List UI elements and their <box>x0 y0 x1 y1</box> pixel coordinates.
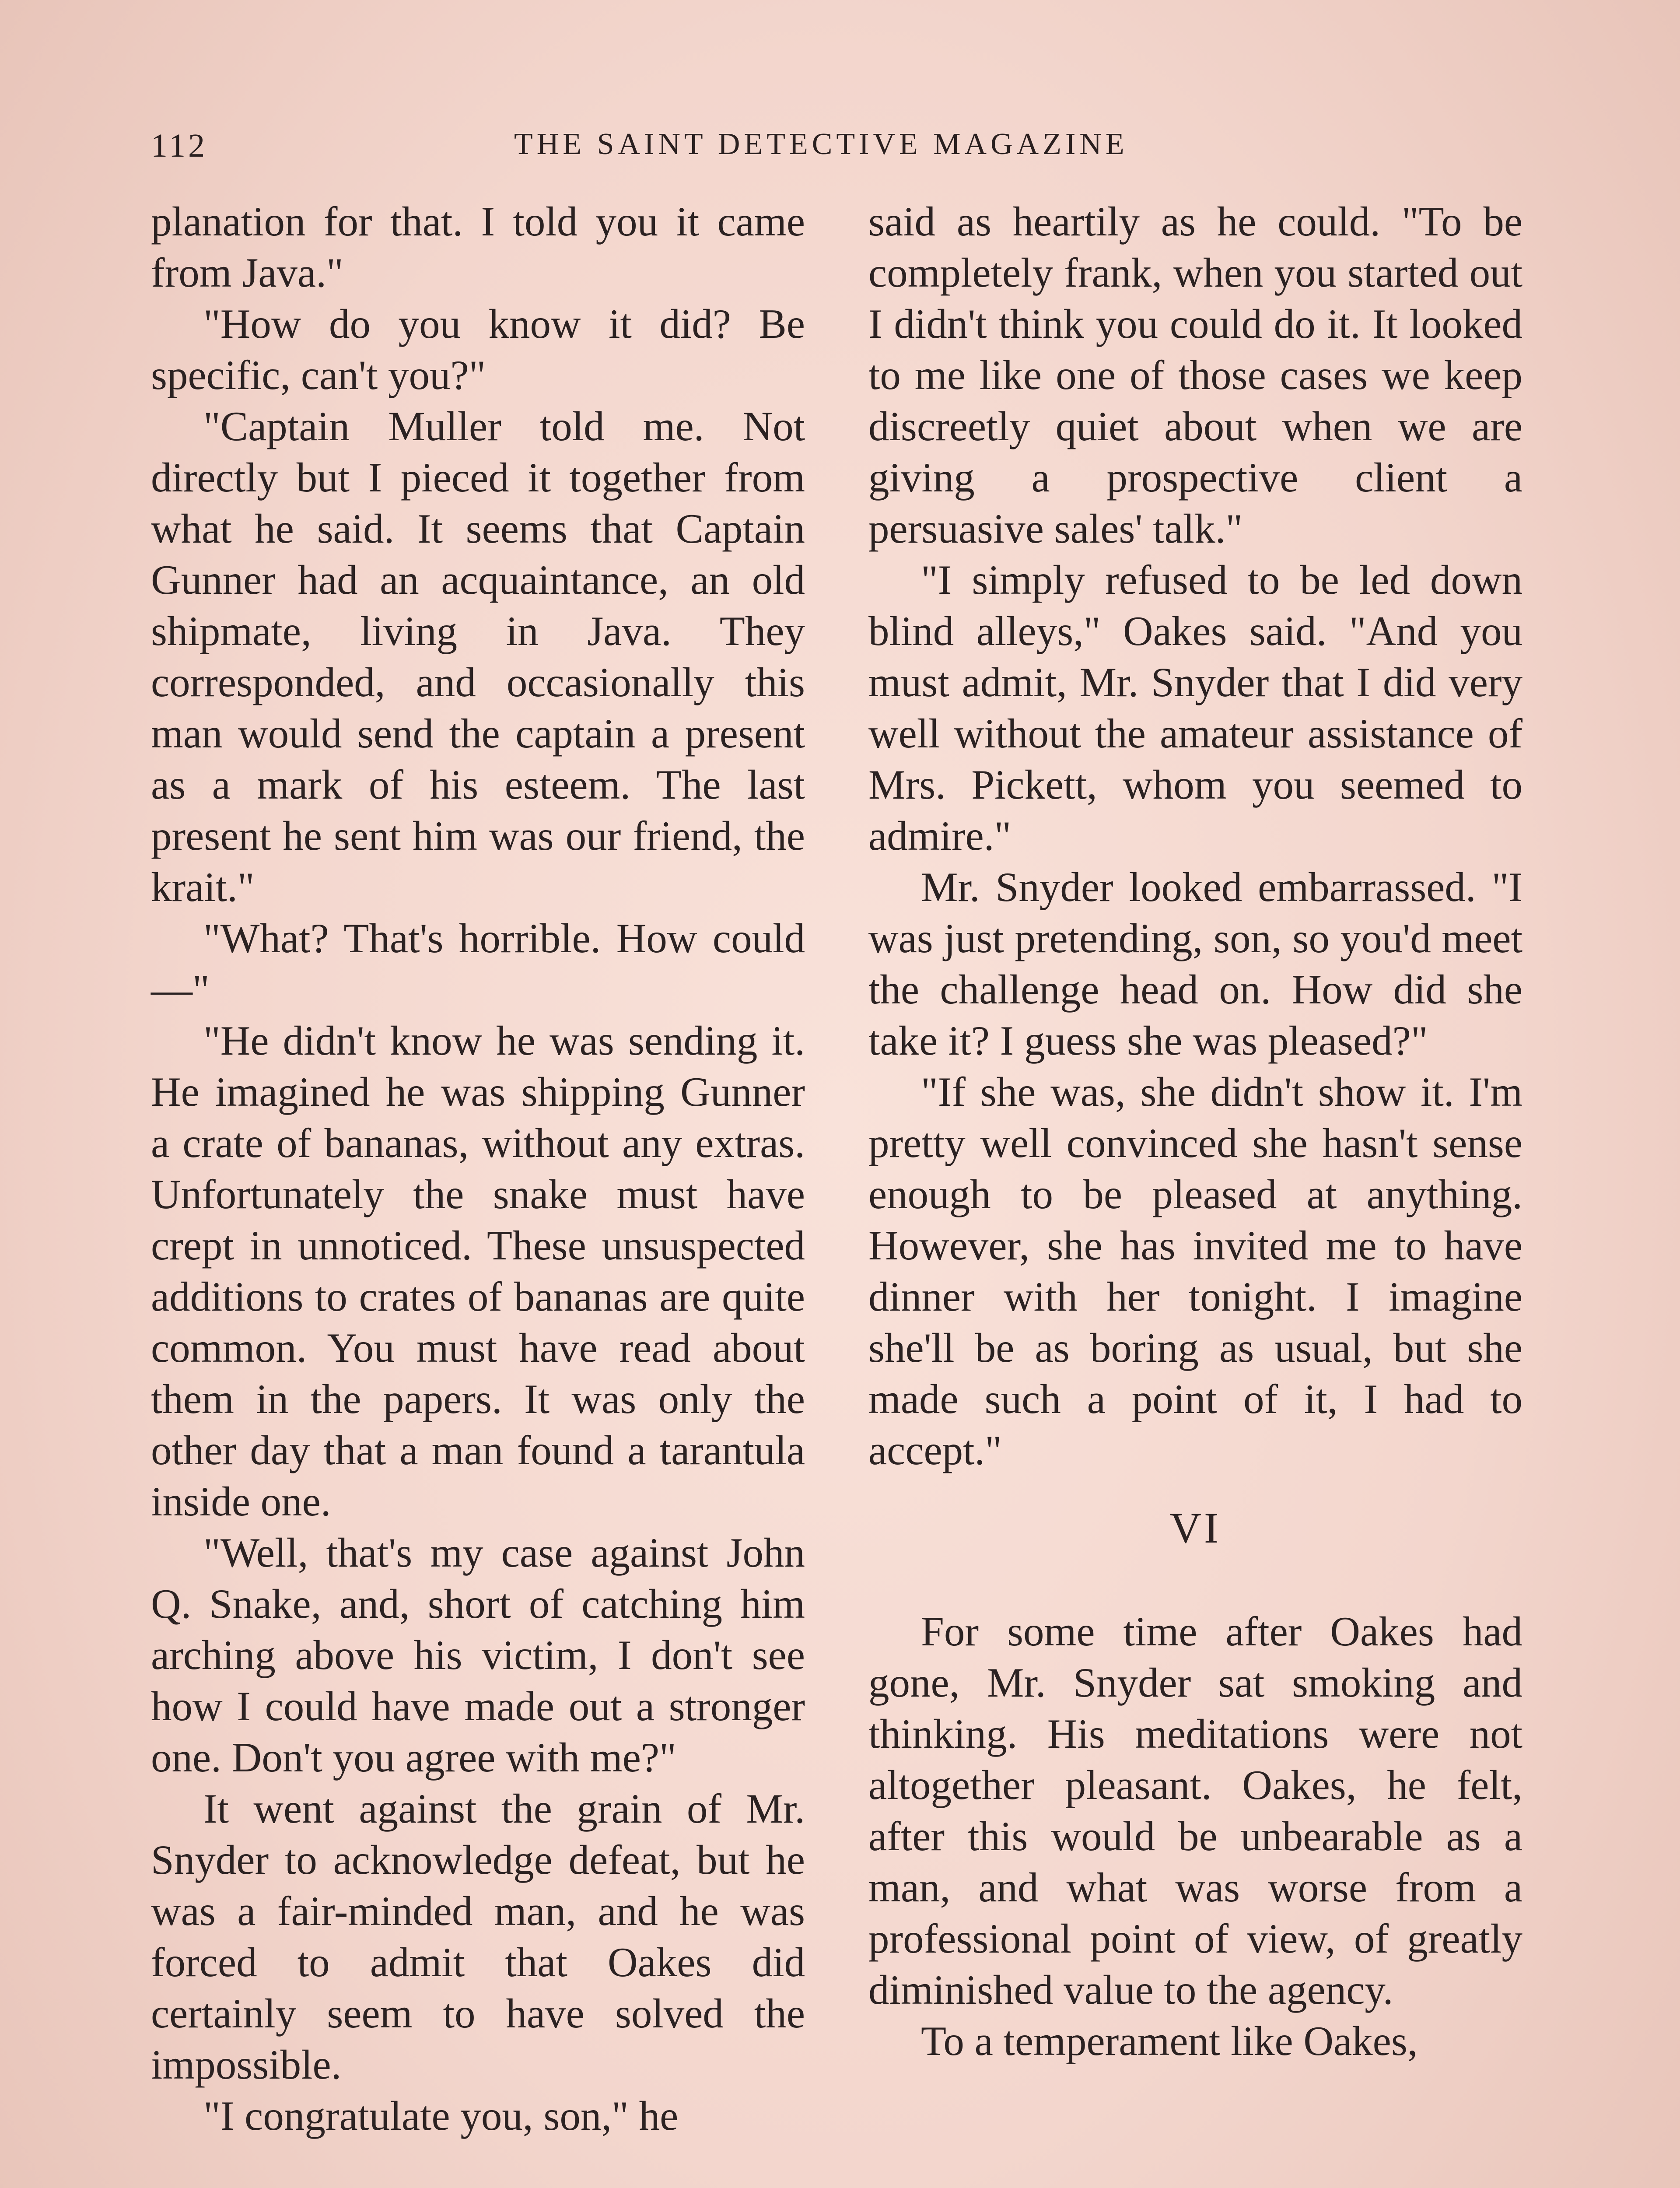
paragraph: planation for that. I told you it came from Java." <box>151 198 805 296</box>
running-title: THE SAINT DETECTIVE MAGAZINE <box>514 127 1128 161</box>
right-column <box>868 196 1522 2067</box>
section-heading: VI <box>1169 1504 1222 1552</box>
paragraph: "How do you know it did? Be specific, can't you?" <box>151 301 805 398</box>
page-header <box>151 127 1529 179</box>
paragraph: said as heartily as he could. "To be completely frank, when you started out I didn't think you could do it. It looked to me like one of those cases we keep discreetly quiet about when we are giving a prospective client a persuasive sales' talk." <box>868 198 1522 552</box>
paragraph: Mr. Snyder looked embarrassed. "I was just pretending, son, so you'd meet the challenge head on. How did she take it? I guess she was pleased?" <box>868 864 1522 1064</box>
paragraph: To a temperament like Oakes, <box>921 2018 1418 2064</box>
paragraph: It went against the grain of Mr. Snyder to acknowledge defeat, but he was a fair-minded man, and he was forced to admit that Oakes did certainly seem to have solved the impossible. <box>151 1785 805 2088</box>
paragraph: "I simply refused to be led down blind alleys," Oakes said. "And you must admit, Mr. Snyder that I did very well without the amateur assistance of Mrs. Pickett, whom you seemed to admire." <box>868 557 1522 859</box>
paragraph: "Well, that's my case against John Q. Snake, and, short of catching him arching above his victim, I don't see how I could have made out a stronger one. Don't you agree with me?" <box>151 1529 805 1781</box>
page-number: 112 <box>151 127 208 164</box>
paragraph: "He didn't know he was sending it. He imagined he was shipping Gunner a crate of bananas, without any extras. Unfortunately the snake must have crept in unnoticed. These unsuspected additions to crates of bananas are quite common. You must have read about them in the papers. It was only the other day that a man found a tarantula inside one. <box>151 1017 805 1525</box>
paragraph: "What? That's horrible. How could—" <box>151 915 805 1013</box>
left-column <box>151 196 805 2142</box>
paragraph: For some time after Oakes had gone, Mr. Snyder sat smoking and thinking. His meditations were not altogether pleasant. Oakes, he felt, after this would be unbearable as a man, and what was worse from a professional point of view, of greatly diminished value to the agency. <box>868 1608 1522 2013</box>
paragraph: "I congratulate you, son," he <box>203 2093 679 2139</box>
paragraph: "Captain Muller told me. Not directly but I pieced it together from what he said. It seems that Captain Gunner had an acquaintance, an old shipmate, living in Java. They corresponded, and occasionally this man would send the captain a present as a mark of his esteem. The last present he sent him was our friend, the krait." <box>151 403 805 910</box>
paragraph: "If she was, she didn't show it. I'm pretty well convinced she hasn't sense enough to be pleased at anything. However, she has invited me to have dinner with her tonight. I imagine she'll be as boring as usual, but she made such a point of it, I had to accept." <box>868 1069 1522 1473</box>
